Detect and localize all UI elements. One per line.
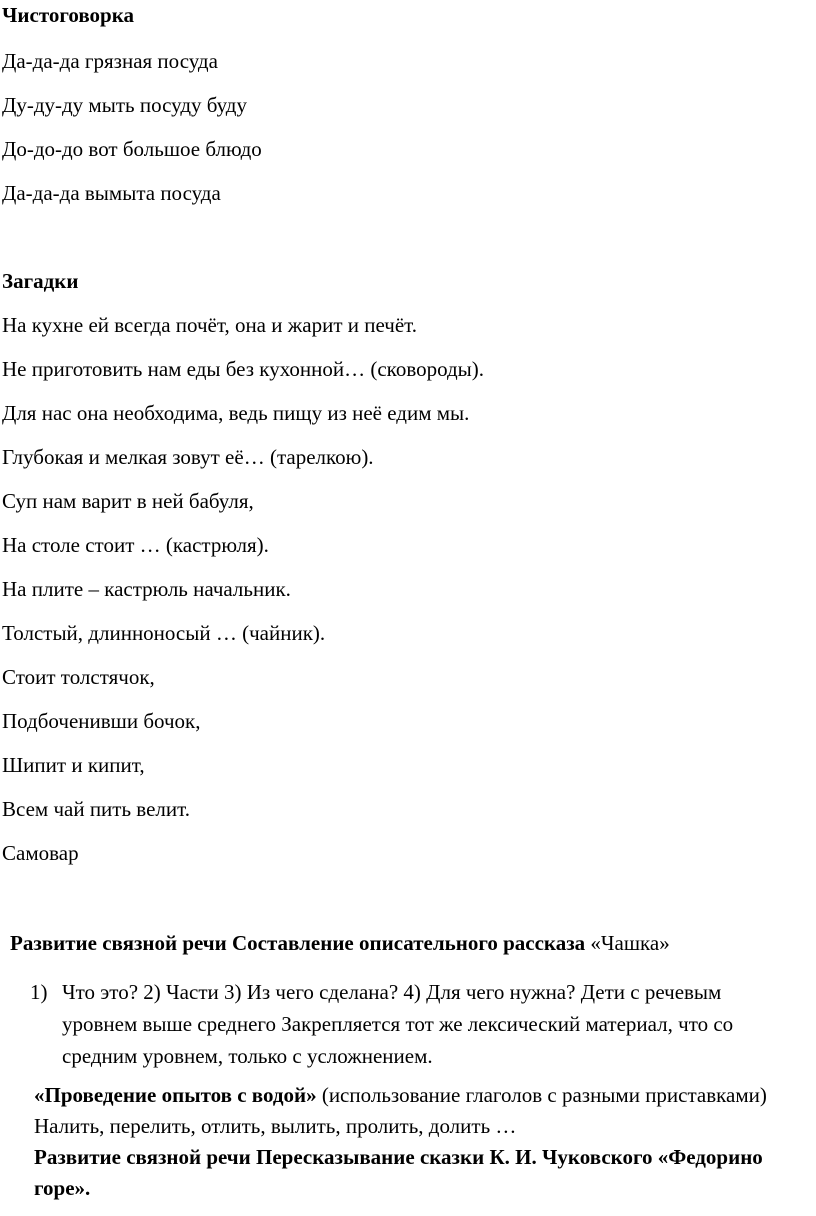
riddle-line: Не приготовить нам еды без кухонной… (сковороды). bbox=[2, 357, 485, 381]
experiments-title: «Проведение опытов с водой» bbox=[34, 1083, 317, 1107]
speech-heading bbox=[10, 931, 670, 956]
riddles-title: Загадки bbox=[2, 269, 79, 293]
retelling-heading: Развитие связной речи Пересказывание сказки К. И. Чуковского «Федорино горе». bbox=[34, 1145, 763, 1200]
riddle-line: На столе стоит … (кастрюля). bbox=[2, 533, 269, 557]
tongue-twister-line: Ду-ду-ду мыть посуду буду bbox=[2, 93, 247, 117]
item-text: Что это? 2) Части 3) Из чего сделана? 4) Для чего нужна? Дети с речевым уровнем выше среднего Закрепляется тот же лексический материал, что со средним уровнем, только с усложнением. bbox=[62, 980, 734, 1068]
experiments-paragraph bbox=[0, 1080, 812, 1204]
riddle-answer: Самовар bbox=[2, 841, 79, 865]
tongue-twister-title: Чистоговорка bbox=[2, 3, 135, 27]
speech-heading-bold: Развитие связной речи Составление описательного рассказа bbox=[10, 931, 586, 955]
riddle-line: Всем чай пить велит. bbox=[2, 797, 190, 821]
riddle-line: Суп нам варит в ней бабуля, bbox=[2, 489, 254, 513]
experiments-description: (использование глаголов с разными приставками) Налить, перелить, отлить, вылить, пролить, долить … bbox=[34, 1083, 767, 1138]
experiments-text bbox=[0, 1080, 812, 1142]
speech-heading-topic: «Чашка» bbox=[585, 931, 670, 955]
riddle-line: Шипит и кипит, bbox=[2, 753, 145, 777]
item-number: 1) bbox=[30, 980, 48, 1004]
riddle-line: Стоит толстячок, bbox=[2, 665, 155, 689]
riddle-line: Глубокая и мелкая зовут её… (тарелкою). bbox=[2, 445, 374, 469]
riddle-line: На плите – кастрюль начальник. bbox=[2, 577, 291, 601]
tongue-twister-line: Да-да-да вымыта посуда bbox=[2, 181, 221, 205]
riddle-line: Подбоченивши бочок, bbox=[2, 709, 201, 733]
riddle-line: Для нас она необходима, ведь пищу из неё едим мы. bbox=[2, 401, 470, 425]
riddle-line: Толстый, длинноносый … (чайник). bbox=[2, 621, 326, 645]
tongue-twister-line: До-до-до вот большое блюдо bbox=[2, 137, 262, 161]
numbered-item bbox=[30, 976, 790, 1072]
riddle-line: На кухне ей всегда почёт, она и жарит и печёт. bbox=[2, 313, 417, 337]
tongue-twister-line: Да-да-да грязная посуда bbox=[2, 49, 218, 73]
